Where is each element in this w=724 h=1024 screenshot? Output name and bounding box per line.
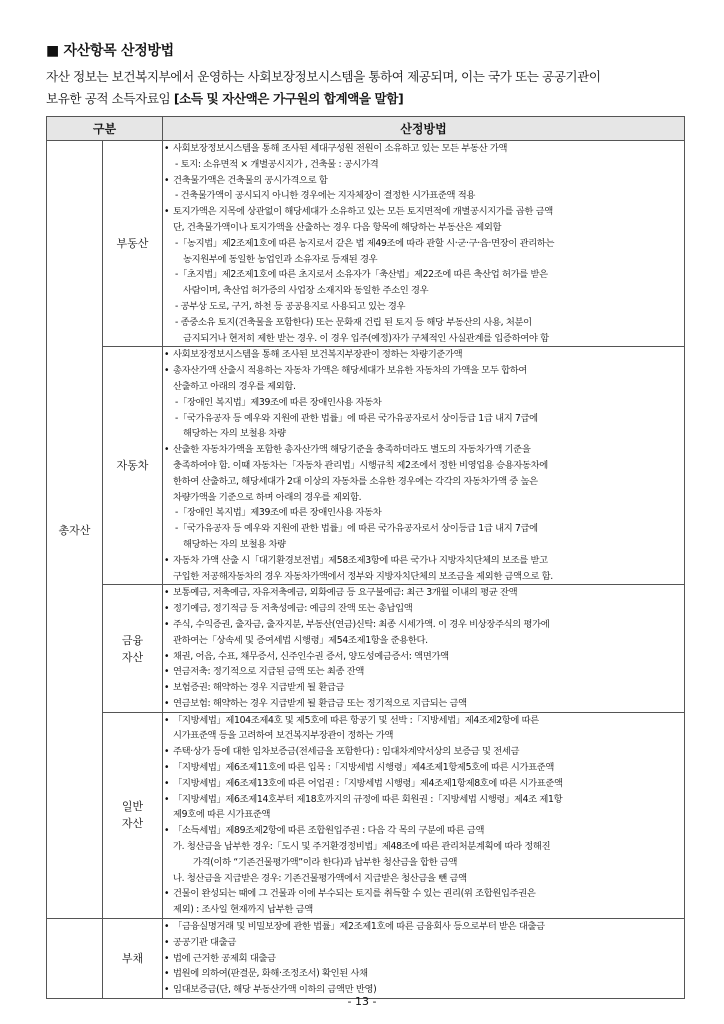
list-item: - 건축물가액이 공시되지 아니한 경우에는 지자체장이 결정한 시가표준액 적용 <box>175 190 476 202</box>
list-item: 가격(이하 “기존건물평가액”이라 한다)과 납부한 청산금을 합한 금액 <box>193 856 458 868</box>
table-header-row <box>47 117 685 141</box>
list-item: 단, 건축물가액이나 토지가액을 산출하는 경우 다음 항목에 해당하는 부동산은 제외함 <box>173 221 502 233</box>
list-item: 금지되거나 현저히 제한 받는 경우. 이 경우 입주(예정)자가 구체적인 사실관계를 입증하여야 함 <box>183 332 549 344</box>
list-item: • 산출한 자동차가액을 포함한 총자산가액 해당기준을 충족하더라도 별도의 자동차가액 기준을 <box>163 442 684 458</box>
list-item: • 임대보증금(단, 해당 부동산가액 이하의 금액만 반영) <box>163 982 684 998</box>
list-item: 제9호에 따른 시가표준액 <box>173 809 271 821</box>
row-financial <box>47 585 685 712</box>
group-empty-cell <box>47 919 103 999</box>
header-category: 구분 <box>47 117 163 141</box>
list-item: • 「지방세법」제104조제4호 및 제5호에 따른 항공기 및 선박 :「지방세법」제4조제2항에 따른 <box>163 713 684 729</box>
list-item: 구입한 저공해자동차의 경우 자동차가액에서 정부와 지방자치단체의 보조금을 제외한 금액으로 함. <box>173 570 553 582</box>
list-item: 시가표준액 등을 고려하여 보건복지부장관이 정하는 가액 <box>173 730 394 742</box>
label-vehicle: 자동차 <box>103 347 163 585</box>
list-item: 관하여는「상속세 및 증여세법 시행령」제54조제1항을 준용한다. <box>173 634 428 646</box>
desc-financial <box>163 585 685 712</box>
list-item: • 토지가액은 지목에 상관없이 해당세대가 소유하고 있는 모든 토지면적에 개별공시지가를 곱한 금액 <box>163 204 684 220</box>
list-item: • 법에 근거한 공제회 대출금 <box>163 951 684 967</box>
section-heading: ■ 자산항목 산정방법 <box>46 43 174 59</box>
list-item: • 자동차 가액 산출 시「대기환경보전법」제58조제3항에 따른 국가나 지방자치단체의 보조를 받고 <box>163 553 684 569</box>
list-item: -「장애인 복지법」제39조에 따른 장애인사용 자동차 <box>175 507 382 519</box>
list-item: • 「지방세법」제6조제14호부터 제18호까지의 규정에 따른 회원권 :「지방세법 시행령」제4조 제1항 <box>163 792 684 808</box>
intro-line-2-plain: 보유한 공적 소득자료임 <box>46 91 174 106</box>
list-item: 산출하고 아래의 경우를 제외함. <box>173 380 296 392</box>
list-item: 가. 청산금을 납부한 경우:「도시 및 주거환경정비법」제48조에 따른 관리처분계획에 따라 정해진 <box>173 841 551 853</box>
list-item: • 사회보장정보시스템을 통해 조사된 보건복지부장관이 정하는 차량기준가액 <box>163 347 684 363</box>
list-item: • 총자산가액 산출시 적용하는 자동차 가액은 해당세대가 보유한 자동차의 가액을 모두 합하여 <box>163 363 684 379</box>
list-item: • 사회보장정보시스템을 통해 조사된 세대구성원 전원이 소유하고 있는 모든 부동산 가액 <box>163 141 684 157</box>
group-total-assets: 총자산 <box>47 141 103 919</box>
label-realestate: 부동산 <box>103 141 163 347</box>
desc-general <box>163 712 685 918</box>
list-item: 사람이며, 축산업 허가증의 사업장 소재지와 동일한 주소인 경우 <box>183 285 429 297</box>
list-item: 제외) : 조사일 현재까지 납부한 금액 <box>173 904 313 916</box>
list-item: • 보통예금, 저축예금, 자유저축예금, 외화예금 등 요구불예금: 최근 3개월 이내의 평균 잔액 <box>163 585 684 601</box>
label-general-line-1: 일반 <box>121 800 144 814</box>
label-general <box>103 712 163 918</box>
label-financial <box>103 585 163 712</box>
row-debt <box>47 919 685 999</box>
desc-realestate <box>163 141 685 347</box>
list-item: • 보험증권: 해약하는 경우 지급받게 될 환급금 <box>163 680 684 696</box>
list-item: 농지원부에 동일한 농업인과 소유자로 등재된 경우 <box>183 253 378 265</box>
row-realestate <box>47 141 685 347</box>
header-method: 산정방법 <box>163 117 685 141</box>
list-item: • 건축물가액은 건축물의 공시가격으로 함 <box>163 173 684 189</box>
list-item: 충족하여야 함. 이때 자동차는「자동차 관리법」시행규칙 제2조에서 정한 비영업용 승용자동차에 <box>173 459 548 471</box>
list-item: • 법원에 의하여(판결문, 화해·조정조서) 확인된 사채 <box>163 966 684 982</box>
list-item: • 채권, 어음, 수표, 채무증서, 신주인수권 증서, 양도성예금증서: 액면가액 <box>163 649 684 665</box>
list-item: • 건물이 완성되는 때에 그 건물과 이에 부수되는 토지를 취득할 수 있는 권리(위 조합원입주권은 <box>163 886 684 902</box>
list-item: - 토지: 소유면적 × 개별공시지가 , 건축물 : 공시가격 <box>175 158 379 170</box>
row-general <box>47 712 685 918</box>
list-item: • 주식, 수익증권, 출자금, 출자지분, 부동산(연금)신탁: 최종 시세가액. 이 경우 비상장주식의 평가에 <box>163 617 684 633</box>
list-item: 차량가액을 기준으로 하며 아래의 경우를 제외함. <box>173 491 362 503</box>
intro-line-2 <box>46 88 686 110</box>
list-item: -「국가유공자 등 예우와 지원에 관한 법률」에 따른 국가유공자로서 상이등급 1급 내지 7급에 <box>175 412 538 424</box>
list-item: -「농지법」제2조제1호에 따른 농지로서 같은 법 제49조에 따라 관할 시·군·구·읍·면장이 관리하는 <box>175 237 555 249</box>
list-item: -「초지법」제2조제1호에 따른 초지로서 소유자가「축산법」제22조에 따른 축산업 허가를 받은 <box>175 269 548 281</box>
list-item: - 종중소유 토지(건축물을 포함한다) 또는 문화재 건립 된 토지 등 해당 부동산의 사용, 처분이 <box>175 316 532 328</box>
list-item: 한하여 산출하고, 해당세대가 2대 이상의 자동차를 소유한 경우에는 각각의 자동차가액 중 높은 <box>173 475 538 487</box>
label-financial-line-1: 금융 <box>121 633 144 647</box>
label-financial-line-2: 자산 <box>121 650 144 664</box>
desc-vehicle <box>163 347 685 585</box>
list-item: • 「금융실명거래 및 비밀보장에 관한 법률」제2조제1호에 따른 금융회사 등으로부터 받은 대출금 <box>163 919 684 935</box>
list-item: • 「지방세법」제6조제11호에 따른 입목 :「지방세법 시행령」제4조제1항제5호에 따른 시가표준액 <box>163 760 684 776</box>
desc-debt <box>163 919 685 999</box>
list-item: • 정기예금, 정기적금 등 저축성예금: 예금의 잔액 또는 총납입액 <box>163 601 684 617</box>
list-item: • 연금저축: 정기적으로 지급된 금액 또는 최종 잔액 <box>163 664 684 680</box>
list-item: -「국가유공자 등 예우와 지원에 관한 법률」에 따른 국가유공자로서 상이등급 1급 내지 7급에 <box>175 523 538 535</box>
list-item: - 공부상 도로, 구거, 하천 등 공공용지로 사용되고 있는 경우 <box>175 300 406 312</box>
list-item: • 주택·상가 등에 대한 임차보증금(전세금을 포함한다) : 임대차계약서상의 보증금 및 전세금 <box>163 744 684 760</box>
list-item: -「장애인 복지법」제39조에 따른 장애인사용 자동차 <box>175 396 382 408</box>
list-item: 해당하는 자의 보철용 차량 <box>183 538 286 550</box>
label-general-line-2: 자산 <box>121 817 144 831</box>
label-debt: 부채 <box>103 919 163 999</box>
row-vehicle <box>47 347 685 585</box>
intro-line-2-bold: [소득 및 자산액은 가구원의 합계액을 말함] <box>173 91 404 106</box>
list-item: • 공공기관 대출금 <box>163 935 684 951</box>
list-item: • 「소득세법」제89조제2항에 따른 조합원입주권 : 다음 각 목의 구분에 따른 금액 <box>163 823 684 839</box>
intro-line-1: 자산 정보는 보건복지부에서 운영하는 사회보장정보시스템을 통하여 제공되며, 이는 국가 또는 공공기관이 <box>46 69 601 84</box>
list-item: 해당하는 자의 보철용 차량 <box>183 428 286 440</box>
page-number: - 13 - <box>347 995 377 1008</box>
list-item: 나. 청산금을 지급받은 경우: 기존건물평가액에서 지급받은 청산금을 뺀 금액 <box>173 872 467 884</box>
intro-paragraph <box>46 66 686 110</box>
list-item: • 「지방세법」제6조제13호에 따른 어업권 :「지방세법 시행령」제4조제1항제8호에 따른 시가표준액 <box>163 776 684 792</box>
list-item: • 연금보험: 해약하는 경우 지급받게 될 환급금 또는 정기적으로 지급되는 금액 <box>163 696 684 712</box>
asset-method-table <box>46 116 685 999</box>
